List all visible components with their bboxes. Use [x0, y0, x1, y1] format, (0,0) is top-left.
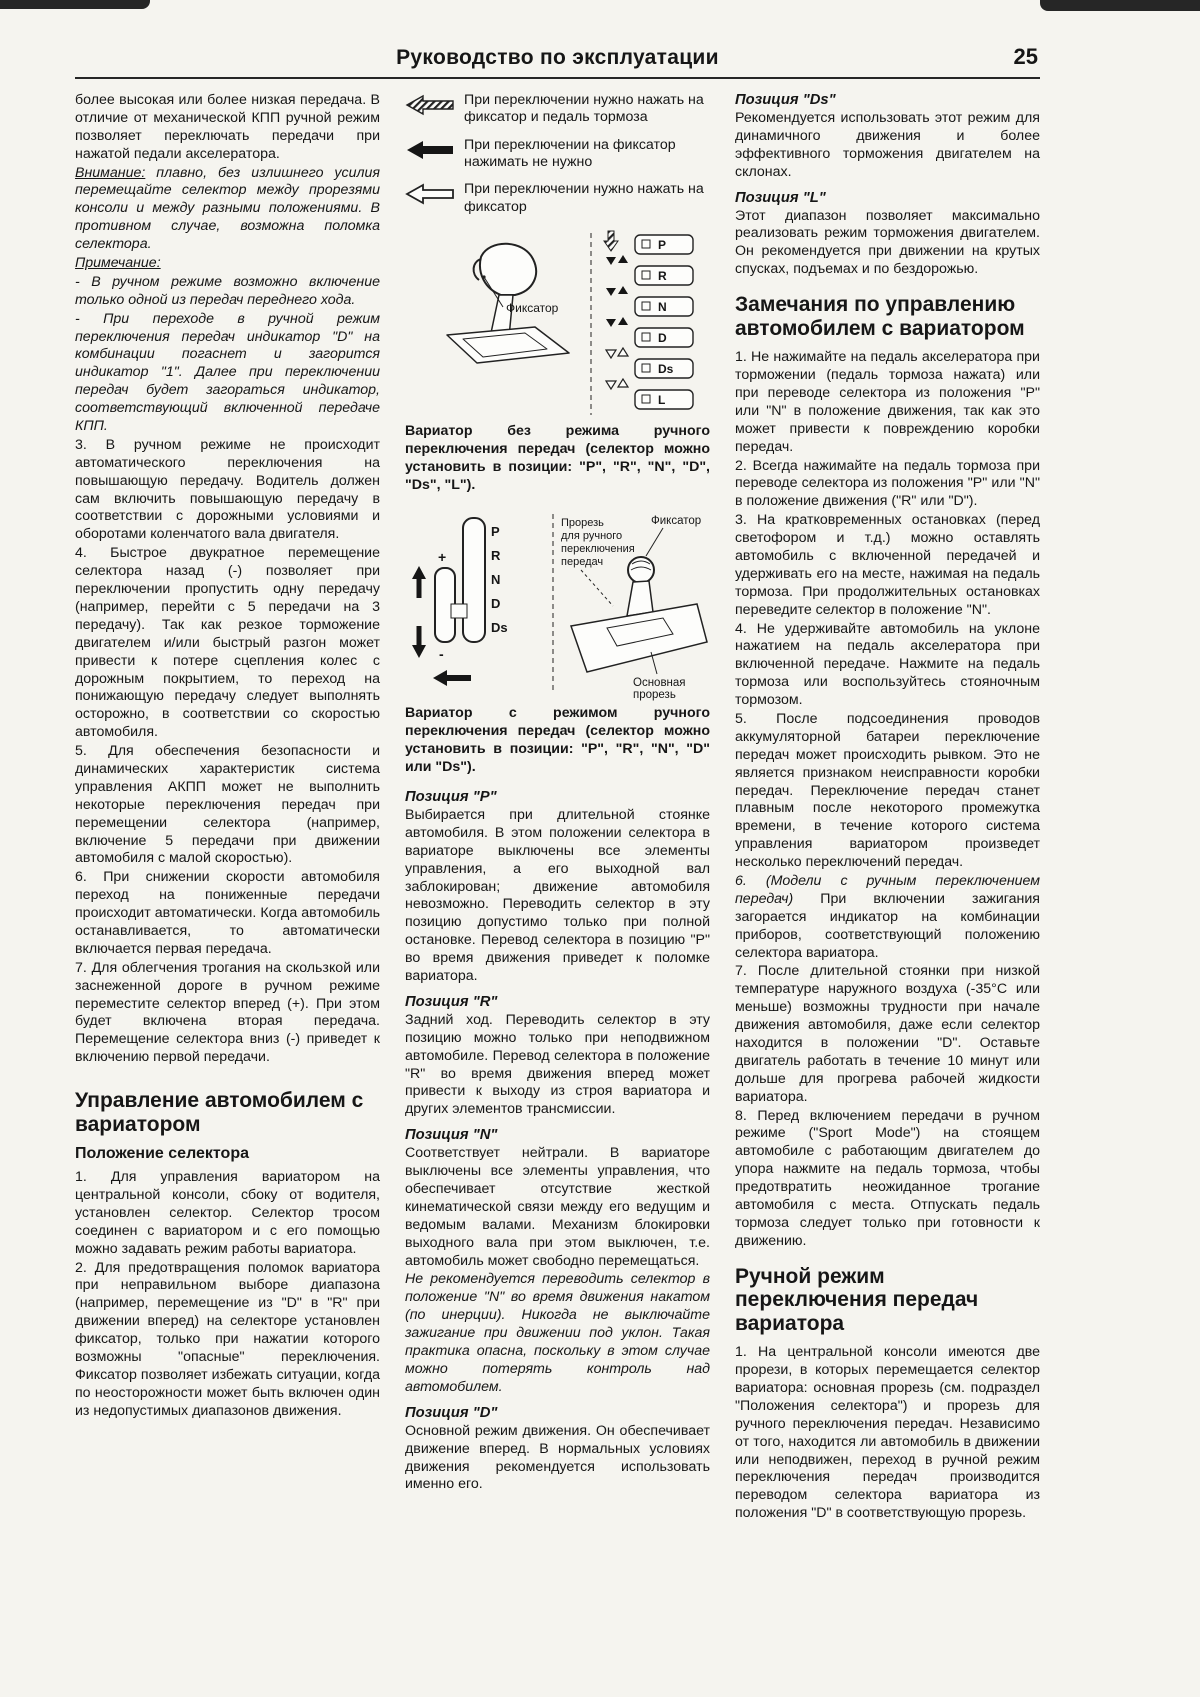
fixator-label: Фиксатор: [506, 300, 559, 315]
legend-item: [405, 137, 710, 173]
body-paragraph: Основной режим движения. Он обеспечивает движение вперед. В нормальных условиях движения рекомендуется использовать именно его.: [405, 1422, 710, 1493]
position-d-heading: Позиция "D": [405, 1404, 498, 1421]
body-paragraph: 8. Перед включением передачи в ручном режиме ("Sport Mode") на стоящем автомобиле с работающим двигателем до упора нажмите на педаль тормоза, чтобы предотвратить неожиданное трогание автомобиля с места. Отпускать педаль тормоза следует только при готовности к движению.: [735, 1107, 1040, 1249]
minus-sign: -: [439, 646, 444, 663]
body-paragraph: 6. При снижении скорости автомобиля переход на пониженные передачи происходит автоматически. Когда автомобиль останавливается, то автоматически включается первая передача.: [75, 869, 380, 957]
svg-text:для ручного: для ручного: [561, 530, 623, 543]
svg-text:переключения: переключения: [561, 543, 635, 556]
section-heading-cvt-notes: Замечания по управлению автомобилем с вариатором: [735, 293, 1025, 340]
body-paragraph: 1. Не нажимайте на педаль акселератора при торможении (педаль тормоза нажата) или при переводе селектора из положения "P" или "N" в положение движения, так как это может привести к повреждению коробки передач.: [735, 349, 1040, 455]
attention-paragraph: [75, 165, 380, 254]
body-paragraph: Рекомендуется использовать этот режим для динамичного движения и более эффективного торможения двигателем на склонах.: [735, 110, 1040, 180]
position-letter: Ds: [658, 361, 674, 376]
position-r-heading: Позиция "R": [405, 993, 498, 1010]
note-paragraph: - В ручном режиме возможно включение только одной из передач переднего хода.: [75, 273, 380, 308]
body-paragraph: 5. Для обеспечения безопасности и динамических характеристик система управления АКПП может не выполнить некоторые переключения передач при перемещении селектора (например, включение 5 передачи при движении автомобиля с малой скоростью).: [75, 743, 380, 867]
body-paragraph: Этот диапазон позволяет максимально реализовать режим торможения двигателем. Он рекомендуется при движении на крутых спусках, подъемах и по бездорожью.: [735, 207, 1040, 278]
svg-text:Ds: Ds: [491, 620, 508, 636]
svg-text:передач: передач: [561, 556, 604, 569]
body-paragraph: Выбирается при длительной стоянке автомобиля. В этом положении селектора в вариаторе выключены все элементы управления, а его выходной вал заблокирован; движение автомобиля невозможно. Переводить селектор в эту позицию допустимо только при полной остановке. Перевод селектора в позицию "P" во время движения приведет к поломке вариатора.: [405, 807, 710, 985]
position-letter: L: [658, 392, 666, 407]
position-letter: D: [658, 330, 667, 345]
body-paragraph: более высокая или более низкая передача. В отличие от механической КПП ручной режим позволяет переключать передачи при нажатой педали акселератора.: [75, 92, 380, 162]
page-title: Руководство по эксплуатации: [396, 46, 719, 69]
manual-page: [75, 0, 1040, 1524]
svg-text:D: D: [491, 596, 501, 612]
selector-basic-diagram: [405, 229, 710, 419]
models-note-intro: 6. (Модели с ручным переключением передач): [735, 872, 1040, 907]
scan-artifact-right: [1040, 0, 1200, 11]
figure-caption: Вариатор без режима ручного переключения передач (селектор можно установить в позиции: "P", "R", "N", "D", "Ds", "L").: [405, 422, 710, 493]
section-heading-manual-mode: Ручной режим переключения передач вариатора: [735, 1264, 979, 1335]
main-slot-label: [633, 677, 686, 701]
position-n-heading: Позиция "N": [405, 1127, 498, 1144]
body-paragraph: 7. После длительной стоянки при низкой температуре наружного воздуха (-35°C или меньше) возможны трудности при начале движения автомобиля, даже если селектор находится в положении "D". Оставьте двигатель работать в течение 10 минут или дольше для прогрева рабочей жидкости вариатора.: [735, 963, 1040, 1105]
note-paragraph: - При переходе в ручной режим переключения передач индикатор "D" на комбинации погаснет и загорится индикатор "1". Далее при переключении передач будет загораться индикатор, соответствующий включенной передаче КПП.: [75, 310, 380, 435]
scan-artifact-left: [0, 0, 150, 9]
body-paragraph: 5. После подсоединения проводов аккумуляторной батареи переключение передач может происходить рывком. Это не является признаком неисправности коробки передач. Переключение передач станет плавным после некоторого промежутка времени, в течение которого система управления вариатором произведет несколько переключений передач.: [735, 710, 1040, 871]
body-paragraph: 1. На центральной консоли имеются две прорези, в которых перемещается селектор вариатора: основная прорезь (см. подраздел "Положения селектора") и прорезь для ручного переключения передач. Независимо от того, находится ли автомобиль в движении или неподвижен, переход в ручной режим переключения передач производится переводом селектора вариатора из положения "D" в соответствующую прорезь.: [735, 1344, 1040, 1522]
body-paragraph: Соответствует нейтрали. В вариаторе выключены все элементы управления, что обеспечивает отсутствие жесткой кинематической связи между его ведущим и ведомым валами. Механизм блокировки выходного вала при этом выключен, т.е. автомобиль может свободно перемещаться.: [405, 1145, 710, 1269]
subsection-heading-selector-position: Положение селектора: [75, 1145, 249, 1163]
warning-paragraph: Не рекомендуется переводить селектор в положение "N" во время движения накатом (по инерции). Никогда не выключайте зажигание при движении под уклон. Такая практика опасна, поскольку в этом случае можно потерять контроль над автомобилем.: [405, 1271, 710, 1395]
legend-text: При переключении нужно нажать на фиксатор и педаль тормоза: [464, 92, 704, 126]
shift-gate-drawing: [412, 518, 485, 686]
column-right: [735, 92, 1040, 1524]
position-letter: N: [658, 299, 667, 314]
figure-caption: Вариатор с режимом ручного переключения передач (селектор можно установить в позиции: "P", "R", "N", "D" или "Ds").: [405, 705, 710, 776]
page-header: [75, 46, 1040, 79]
position-badges: [635, 235, 693, 409]
manual-slot-label: [561, 517, 635, 606]
section-heading-cvt-control: Управление автомобилем с вариатором: [75, 1089, 364, 1136]
legend-item: [405, 181, 710, 217]
hatched-arrow-icon: [405, 94, 455, 116]
body-paragraph: Задний ход. Переводить селектор в эту позицию можно только при неподвижном автомобиле. Перевод селектора в положение "R" во время движения вперед может привести к выходу из строя вариатора и других элементов трансмиссии.: [405, 1011, 710, 1118]
fixator-label: Фиксатор: [651, 515, 702, 528]
svg-text:Основная: Основная: [633, 677, 686, 690]
body-paragraph: 2. Для предотвращения поломок вариатора при неправильном выборе диапазона (например, перемещение из "D" в "R" при движении вперед) на селекторе установлен фиксатор, только при нажатии которого возможны "опасные" переключения. Фиксатор позволяет избежать ситуации, когда по неосторожности может быть включен один из недопустимых диапазонов движения.: [75, 1259, 380, 1419]
body-paragraph: 7. Для облегчения трогания на скользкой или заснеженной дороге в ручном режиме переместите селектор вперед (+). При этом будет включена вторая передача. Перемещение селектора вниз (-) приведет к включению первой передачи.: [75, 959, 380, 1066]
position-letter: P: [658, 237, 667, 252]
legend-text: При переключении на фиксатор нажимать не нужно: [464, 136, 676, 170]
selector-manual-diagram: [405, 506, 710, 701]
body-paragraph: 1. Для управления вариатором на центральной консоли, сбоку от водителя, установлен селектор. Селектор тросом соединен с вариатором и с его помощью можно задавать режим работы вариатора.: [75, 1169, 380, 1257]
column-middle: [405, 92, 710, 1495]
figure-selector-basic: [405, 229, 710, 419]
svg-text:P: P: [491, 524, 500, 540]
outline-arrow-icon: [405, 183, 455, 205]
column-left: [75, 92, 380, 1422]
note-label: [75, 255, 380, 273]
note-label-text: Примечание:: [75, 255, 161, 272]
body-paragraph: 4. Не удерживайте автомобиль на уклоне нажатием на педаль акселератора при включенной передаче. Нажмите на педаль тормоза или воспользуйтесь стояночным тормозом.: [735, 620, 1040, 709]
body-paragraph: 3. На кратковременных остановках (перед светофором и т.д.) можно оставлять автомобиль с включенной передачей и удерживать его на месте, нажимая на педаль тормоза. При продолжительных остановках переведите селектор в положение "N".: [735, 512, 1040, 618]
position-p-heading: Позиция "P": [405, 789, 497, 805]
body-paragraph: 4. Быстрое двукратное перемещение селектора назад (-) позволяет при переключении пропустить одну передачу (например, перейти с 5 передачи на 3 передачу). Так как резкое торможение двигателем и/или быстрый разгон может привести к потере сцепления колес с дорожным покрытием, то переход на понижающую передачу следует выполнять осторожно, в соответствии со скоростью автомобиля.: [75, 545, 380, 741]
solid-arrow-icon: [405, 139, 455, 161]
legend-text: При переключении нужно нажать на фиксатор: [464, 181, 704, 215]
body-paragraph: 3. В ручном режиме не происходит автоматического переключения на повышающую передачу. Водитель должен сам включить повышающую передачу в соответствии с дорожными условиями и оборотами коленчатого вала двигателя.: [75, 436, 380, 543]
svg-text:Прорезь: Прорезь: [561, 517, 604, 530]
position-letter: R: [658, 268, 667, 283]
arrow-legend: [405, 92, 710, 217]
body-paragraph: [735, 873, 1040, 962]
legend-item: [405, 92, 710, 128]
position-l-heading: Позиция "L": [735, 189, 826, 206]
svg-text:R: R: [491, 548, 501, 564]
svg-text:прорезь: прорезь: [633, 689, 676, 702]
gate-position-letters: [491, 524, 508, 635]
shift-arrows: [604, 231, 628, 389]
attention-text: плавно, без излишнего усилия перемещайте селектор между прорезями консоли и между разными положениями. В противном случае, возможна поломка селектора.: [75, 164, 380, 253]
position-ds-heading: Позиция "Ds": [735, 92, 836, 108]
models-note-text: При включении зажигания загорается индикатор на комбинации приборов, соответствующий положению селектора вариатора.: [735, 890, 1040, 961]
page-number: 25: [1013, 44, 1038, 69]
attention-label: Внимание:: [75, 164, 146, 181]
svg-text:N: N: [491, 572, 501, 588]
plus-sign: +: [438, 549, 447, 566]
figure-selector-manual: [405, 506, 710, 701]
content-columns: [75, 92, 1040, 1524]
body-paragraph: 2. Всегда нажимайте на педаль тормоза при переводе селектора из положения "P" или "N" в положение движения ("R" или "D").: [735, 457, 1040, 510]
